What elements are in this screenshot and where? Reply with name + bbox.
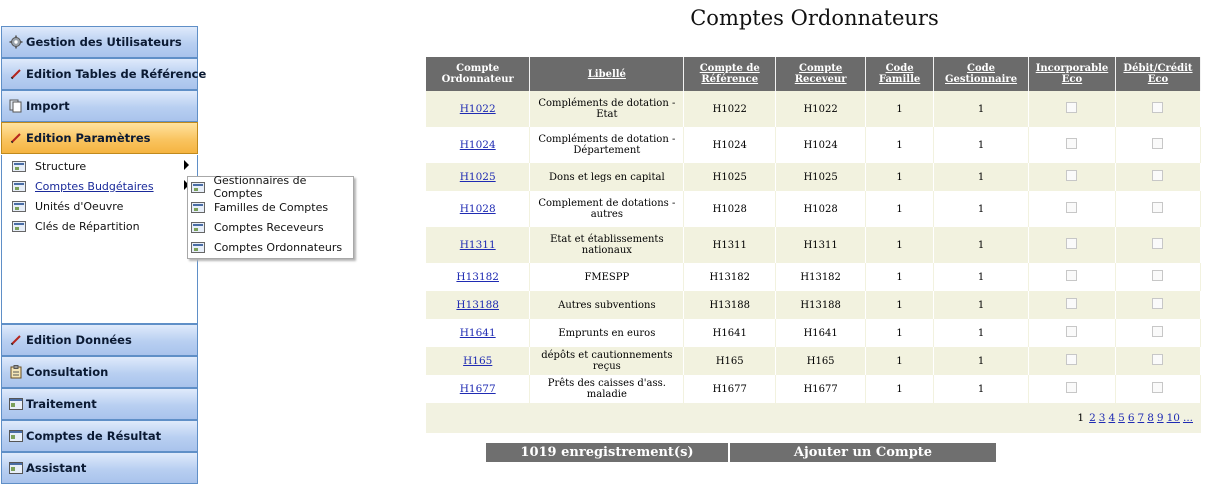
debit-credit-checkbox[interactable] [1152, 202, 1163, 213]
debit-credit-checkbox[interactable] [1152, 138, 1163, 149]
page-title: Comptes Ordonnateurs [690, 6, 939, 30]
cell-libelle: Autres subventions [530, 291, 684, 319]
menu-item-structure[interactable]: Structure [12, 157, 86, 175]
column-header-compte-ordonnateur: Compte Ordonnateur [426, 57, 530, 91]
cell-reference: H1022 [684, 91, 776, 127]
gear-icon [8, 34, 24, 50]
cell-compte-link[interactable]: H1024 [459, 139, 496, 151]
cell-compte-link[interactable]: H1028 [459, 203, 496, 215]
table-row [426, 263, 1201, 291]
cell-receveur: H1028 [776, 191, 866, 227]
section-edition-parametres[interactable] [1, 122, 198, 154]
pagination [1075, 412, 1193, 424]
table-row [426, 127, 1201, 163]
cell-gestionnaire: 1 [934, 227, 1029, 263]
cell-compte-link[interactable]: H1022 [459, 103, 496, 115]
cell-reference: H1024 [684, 127, 776, 163]
cell-reference: H1311 [684, 227, 776, 263]
cell-famille: 1 [866, 191, 934, 227]
cell-libelle: Etat et établissements nationaux [530, 227, 684, 263]
section-label: Edition Données [26, 333, 132, 347]
incorporable-checkbox[interactable] [1066, 354, 1077, 365]
window-icon [12, 221, 26, 232]
submenu-item-ordonnateurs[interactable]: Comptes Ordonnateurs [191, 238, 342, 256]
page-link[interactable]: 4 [1108, 412, 1116, 424]
cell-compte-link[interactable]: H1641 [459, 327, 496, 339]
section-label: Edition Tables de Référence [26, 67, 207, 81]
column-header-compte-reference[interactable]: Compte de Référence [684, 57, 776, 91]
column-header-code-gestionnaire[interactable]: Code Gestionnaire [934, 57, 1029, 91]
cell-famille: 1 [866, 375, 934, 403]
cell-famille: 1 [866, 127, 934, 163]
debit-credit-checkbox[interactable] [1152, 354, 1163, 365]
cell-gestionnaire: 1 [934, 263, 1029, 291]
section-label: Traitement [26, 397, 97, 411]
cell-receveur: H165 [776, 347, 866, 375]
cell-famille: 1 [866, 91, 934, 127]
cell-libelle: FMESPP [530, 263, 684, 291]
debit-credit-checkbox[interactable] [1152, 298, 1163, 309]
pencil-icon [8, 332, 24, 348]
cell-reference: H1677 [684, 375, 776, 403]
page-link[interactable]: 3 [1098, 412, 1106, 424]
menu-item-cles-repartition[interactable]: Clés de Répartition [12, 217, 140, 235]
cell-gestionnaire: 1 [934, 375, 1029, 403]
sidebar [1, 26, 207, 486]
incorporable-checkbox[interactable] [1066, 102, 1077, 113]
table-row [426, 347, 1201, 375]
column-header-debit-credit-eco[interactable]: Débit/Crédit Eco [1115, 57, 1200, 91]
add-account-button[interactable]: Ajouter un Compte [730, 443, 996, 462]
accounts-table [426, 57, 1201, 403]
pencil-icon [8, 66, 24, 82]
cell-receveur: H1025 [776, 163, 866, 191]
table-header-row [426, 57, 1201, 91]
section-label: Comptes de Résultat [26, 429, 162, 443]
debit-credit-checkbox[interactable] [1152, 326, 1163, 337]
page-link[interactable]: 6 [1127, 412, 1135, 424]
incorporable-checkbox[interactable] [1066, 298, 1077, 309]
debit-credit-checkbox[interactable] [1152, 382, 1163, 393]
window-icon [12, 181, 26, 192]
debit-credit-checkbox[interactable] [1152, 102, 1163, 113]
cell-libelle: dépôts et cautionnements reçus [530, 347, 684, 375]
cell-compte-link[interactable]: H1677 [459, 383, 496, 395]
table-row [426, 163, 1201, 191]
cell-gestionnaire: 1 [934, 127, 1029, 163]
cell-libelle: Complement de dotations - autres [530, 191, 684, 227]
cell-reference: H1025 [684, 163, 776, 191]
debit-credit-checkbox[interactable] [1152, 270, 1163, 281]
cell-receveur: H1024 [776, 127, 866, 163]
cell-gestionnaire: 1 [934, 163, 1029, 191]
page-link[interactable]: ... [1182, 412, 1193, 424]
window-icon [191, 242, 205, 253]
cell-reference: H1641 [684, 319, 776, 347]
cell-famille: 1 [866, 163, 934, 191]
submenu-item-gestionnaires[interactable]: Gestionnaires de Comptes [191, 178, 353, 196]
section-edition-donnees[interactable] [1, 324, 198, 356]
section-label: Import [26, 99, 70, 113]
section-label: Assistant [26, 461, 87, 475]
section-label: Gestion des Utilisateurs [26, 35, 182, 49]
submenu-arrow-icon [184, 160, 189, 170]
section-label: Consultation [26, 365, 109, 379]
section-panel [1, 155, 198, 324]
cell-receveur: H13182 [776, 263, 866, 291]
table-row [426, 319, 1201, 347]
cell-receveur: H1677 [776, 375, 866, 403]
cell-libelle: Compléments de dotation - Département [530, 127, 684, 163]
table-row [426, 227, 1201, 263]
debit-credit-checkbox[interactable] [1152, 170, 1163, 181]
column-header-incorporable-eco[interactable]: Incorporable Eco [1029, 57, 1116, 91]
section-assistant[interactable] [1, 452, 198, 484]
cell-famille: 1 [866, 291, 934, 319]
pencil-icon [8, 130, 24, 146]
window-icon [8, 460, 24, 476]
page-link[interactable]: 7 [1137, 412, 1145, 424]
column-header-compte-receveur[interactable]: Compte Receveur [776, 57, 866, 91]
page-link[interactable]: 2 [1089, 412, 1096, 424]
documents-icon [8, 98, 24, 114]
window-icon [8, 396, 24, 412]
column-header-libelle[interactable]: Libellé [530, 57, 684, 91]
cell-famille: 1 [866, 227, 934, 263]
cell-gestionnaire: 1 [934, 191, 1029, 227]
section-edition-tables[interactable] [1, 58, 207, 90]
debit-credit-checkbox[interactable] [1152, 238, 1163, 249]
submenu-comptes-budgetaires [187, 176, 354, 259]
cell-gestionnaire: 1 [934, 291, 1029, 319]
window-icon [191, 182, 205, 193]
section-gestion-utilisateurs[interactable] [1, 26, 198, 58]
window-icon [8, 428, 24, 444]
cell-gestionnaire: 1 [934, 347, 1029, 375]
cell-compte-link[interactable]: H1311 [459, 239, 496, 251]
record-count: 1019 enregistrement(s) [486, 443, 728, 462]
incorporable-checkbox[interactable] [1066, 382, 1077, 393]
cell-gestionnaire: 1 [934, 319, 1029, 347]
column-header-code-famille[interactable]: Code Famille [866, 57, 934, 91]
cell-reference: H13182 [684, 263, 776, 291]
table-row [426, 91, 1201, 127]
cell-receveur: H13188 [776, 291, 866, 319]
cell-receveur: H1641 [776, 319, 866, 347]
menu-item-comptes-budgetaires[interactable]: Comptes Budgétaires [12, 177, 154, 195]
cell-reference: H1028 [684, 191, 776, 227]
page-link[interactable]: 8 [1147, 412, 1154, 424]
page-link[interactable]: 5 [1118, 412, 1125, 424]
incorporable-checkbox[interactable] [1066, 170, 1077, 181]
table-row [426, 191, 1201, 227]
cell-reference: H165 [684, 347, 776, 375]
section-consultation[interactable] [1, 356, 198, 388]
cell-compte-link[interactable]: H13188 [456, 299, 499, 311]
cell-famille: 1 [866, 263, 934, 291]
cell-libelle: Compléments de dotation - Etat [530, 91, 684, 127]
menu-item-unites-oeuvre[interactable]: Unités d'Oeuvre [12, 197, 123, 215]
cell-receveur: H1022 [776, 91, 866, 127]
cell-famille: 1 [866, 347, 934, 375]
incorporable-checkbox[interactable] [1066, 238, 1077, 249]
incorporable-checkbox[interactable] [1066, 326, 1077, 337]
page-link[interactable]: 9 [1156, 412, 1164, 424]
window-icon [12, 201, 26, 212]
cell-compte-link[interactable]: H165 [463, 355, 493, 367]
section-label: Edition Paramètres [26, 131, 151, 145]
window-icon [191, 222, 205, 233]
window-icon [191, 202, 205, 213]
table-row [426, 375, 1201, 403]
cell-gestionnaire: 1 [934, 91, 1029, 127]
window-icon [12, 161, 26, 172]
cell-reference: H13188 [684, 291, 776, 319]
incorporable-checkbox[interactable] [1066, 202, 1077, 213]
section-traitement[interactable] [1, 388, 198, 420]
cell-receveur: H1311 [776, 227, 866, 263]
incorporable-checkbox[interactable] [1066, 270, 1077, 281]
section-import[interactable] [1, 90, 198, 122]
cell-compte-link[interactable]: H13182 [456, 271, 499, 283]
cell-famille: 1 [866, 319, 934, 347]
table-row [426, 291, 1201, 319]
cell-libelle: Emprunts en euros [530, 319, 684, 347]
page-link[interactable]: 10 [1166, 412, 1180, 424]
accounts-table-container [426, 57, 1201, 433]
submenu-item-receveurs[interactable]: Comptes Receveurs [191, 218, 324, 236]
incorporable-checkbox[interactable] [1066, 138, 1077, 149]
cell-libelle: Dons et legs en capital [530, 163, 684, 191]
cell-libelle: Prêts des caisses d'ass. maladie [530, 375, 684, 403]
current-page: 1 [1077, 412, 1085, 424]
submenu-item-familles[interactable]: Familles de Comptes [191, 198, 328, 216]
clipboard-icon [8, 364, 24, 380]
cell-compte-link[interactable]: H1025 [459, 171, 496, 183]
section-comptes-resultat[interactable] [1, 420, 198, 452]
